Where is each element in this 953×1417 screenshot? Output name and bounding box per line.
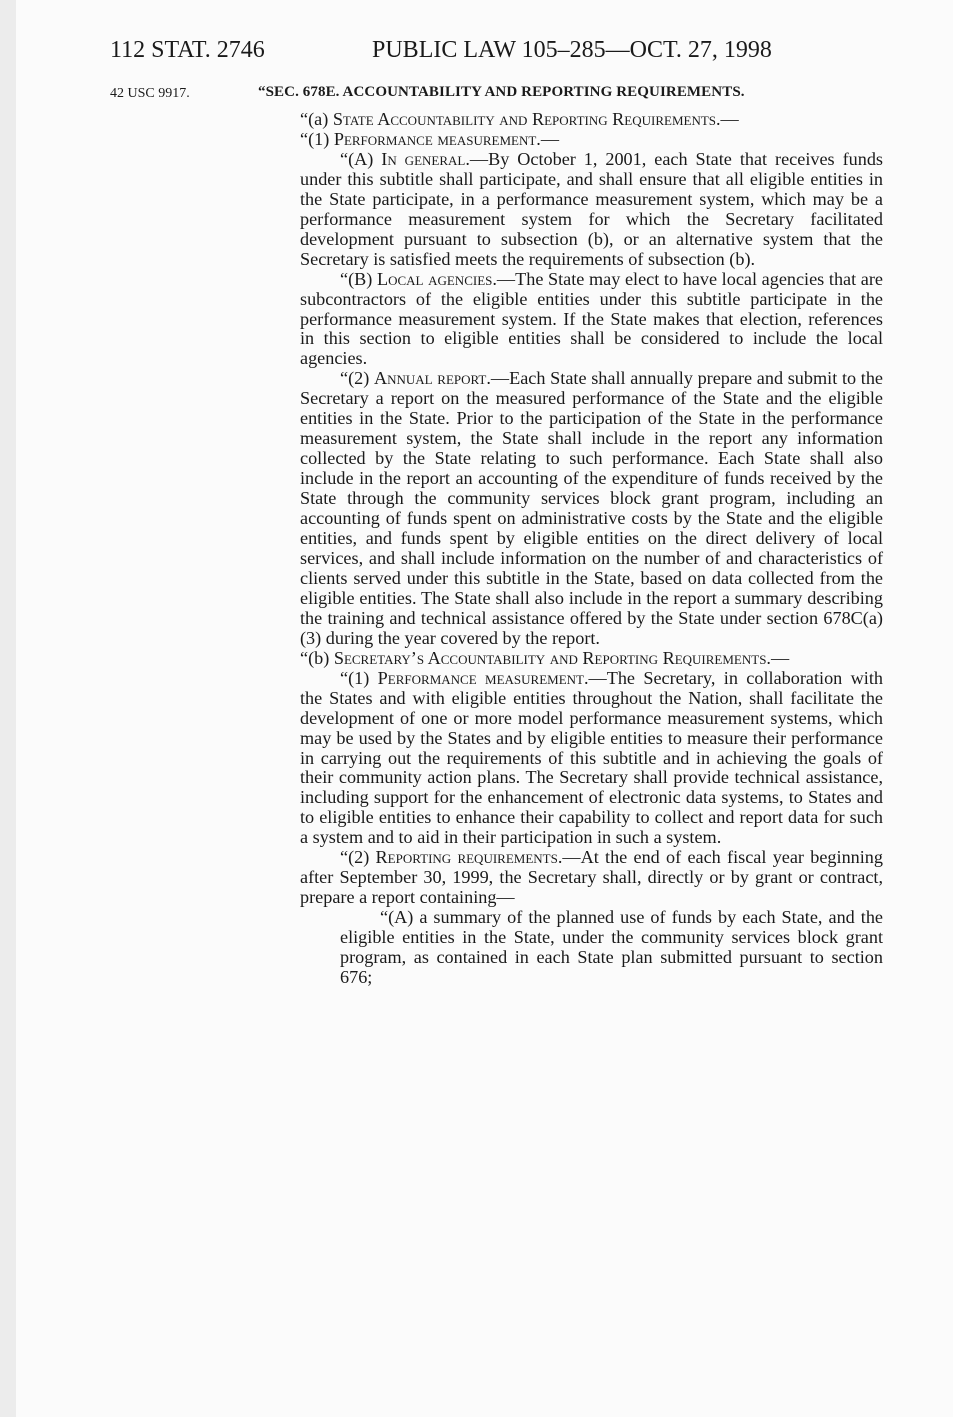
subparagraph-b2A: “(A) a summary of the planned use of funds by each State, and the eligible entities in the State, under the community services block grant program, as contained in each State plan submitted pursuant to section 676; [340,907,883,987]
paragraph-b2-title: Reporting requirements. [375,847,563,868]
subparagraph-a1B-text: —The State may elect to have local agencies that are subcontractors of the eligible entities under this subtitle participate in the performance measurement system. If the State makes that election, references in this section to eligible entities shall be considered to include the local agencies. [300,268,883,369]
subsection-b-title: Secretary’s Accountability and Reporting Requirements.— [333,647,790,668]
subparagraph-a1A-number: “(A) [340,148,382,169]
paragraph-a2-number: “(2) [340,368,374,389]
subsection-a-number: “(a) [300,109,333,129]
subsection-a-title: State Accountability and Reporting Requirements.— [332,109,739,129]
paragraph-b2-text: —At the end of each fiscal year beginning after September 30, 1999, the Secretary shall, directly or by grant or contract, prepare a report containing— [300,847,883,908]
paragraph-b2 [300,848,883,908]
usc-sidenote: 42 USC 9917. [110,86,190,101]
paragraph-b2-number: “(2) [340,847,376,868]
paragraph-b1-text: —The Secretary, in collaboration with the States and with eligible entities throughout the Nation, shall facilitate the development of one or more model performance measurement systems, which may be used by the States and by eligible entities to measure their performance in carrying out the requirements of this subtitle and in achieving the goals of their community action plans. The Secretary shall provide technical assistance, including support for the enhancement of electronic data systems, to States and to eligible entities to enhance their capability to collect and report data for such a system and to aid in their participation in such a system. [300,667,883,848]
subsection-a-heading [300,110,883,130]
section-heading: “SEC. 678E. ACCOUNTABILITY AND REPORTING REQUIREMENTS. [258,84,745,100]
section-body [300,110,883,988]
subparagraph-a1B-title: Local agencies. [376,268,497,289]
subparagraph-a1B [300,270,883,370]
paragraph-b1-number: “(1) [340,667,378,688]
paragraph-a1-number: “(1) [300,128,334,149]
subsection-b-number: “(b) [300,647,334,668]
subparagraph-a1A-text: —By October 1, 2001, each State that receives funds under this subtitle shall participate, and shall ensure that all eligible entities in the State participate, in a performance measurement system, which may be a performance measurement system for which the Secretary facilitated development pursuant to subsection (b), or an alternative system that the Secretary is satisfied meets the requirements of subsection (b). [300,148,883,269]
scan-margin [0,0,16,1417]
paragraph-b1 [300,669,883,849]
paragraph-a1-heading [300,130,883,150]
subparagraph-a1A-title: In general. [381,148,470,169]
law-reference: PUBLIC LAW 105–285—OCT. 27, 1998 [372,37,772,63]
paragraph-a2 [300,369,883,648]
paragraph-a1-title: Performance measurement.— [333,128,560,149]
stat-reference: 112 STAT. 2746 [110,37,265,63]
subsection-b-heading [258,649,883,669]
paragraph-a2-title: Annual report. [373,368,491,389]
paragraph-b1-title: Performance measurement. [377,667,589,688]
subparagraph-a1A [300,150,883,270]
subparagraph-a1B-number: “(B) [340,268,377,289]
paragraph-a2-text: —Each State shall annually prepare and submit to the Secretary a report on the measured performance of the State and the eligible entities in the State. Prior to the participation of the State in the performance measurement system, the State shall include in the report any information collected by the State relating to such performance. Each State shall also include in the report an accounting of the expenditure of funds received by the State through the community services block grant program, including an accounting of funds spent on administrative costs by the State and the eligible entities, and funds spent by eligible entities on the direct delivery of local services, and shall include information on the number of and characteristics of clients served under this subtitle in the State, based on data collected from the eligible entities. The State shall also include in the report a summary describing the training and technical assistance offered by the State under section 678C(a)(3) during the year covered by the report. [300,368,884,648]
